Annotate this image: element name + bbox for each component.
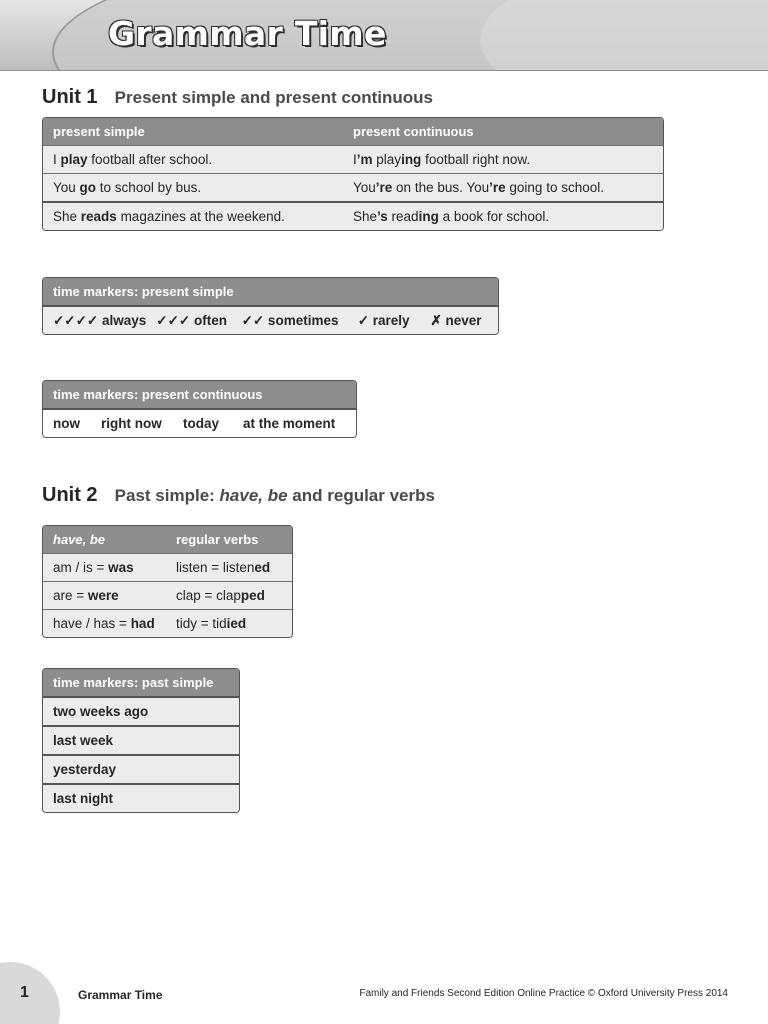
bold-segment: ’re <box>375 180 393 195</box>
bold-segment: go <box>79 180 97 195</box>
bold-segment: play <box>60 152 88 167</box>
bold-segment: ied <box>226 616 247 631</box>
marker-item: two weeks ago <box>53 704 149 719</box>
table-row <box>43 145 663 173</box>
unit1-number: Unit 1 <box>42 86 98 108</box>
footer-label: Grammar Time <box>78 988 163 1002</box>
unit1-heading <box>42 86 433 109</box>
bold-segment: ing <box>418 209 439 224</box>
table-cell: I play football after school. <box>53 152 213 167</box>
table-header <box>43 278 498 305</box>
marker-item: yesterday <box>53 762 117 777</box>
table-cell: She reads magazines at the weekend. <box>53 209 285 224</box>
bold-segment: reads <box>80 209 117 224</box>
marker-item: now <box>53 416 80 431</box>
table-row <box>43 305 498 334</box>
table-header <box>43 669 239 696</box>
table-cell: listen = listened <box>176 560 271 575</box>
table-row <box>43 581 292 609</box>
table-header <box>43 526 292 553</box>
table-row <box>43 696 239 725</box>
bold-segment: had <box>130 616 155 631</box>
marker-item: ✓ rarely <box>357 312 410 328</box>
table-cell: have / has = had <box>53 616 155 631</box>
page-number-badge <box>0 962 60 1024</box>
table-row <box>43 173 663 201</box>
column-header: have, be <box>53 532 106 547</box>
column-header: time markers: past simple <box>53 675 214 690</box>
unit2-heading <box>42 484 435 507</box>
bold-segment: ing <box>401 152 422 167</box>
bold-segment: was <box>108 560 134 575</box>
marker-item: at the moment <box>243 416 336 431</box>
table-row <box>43 553 292 581</box>
table-row <box>43 754 239 783</box>
table-cell: You’re on the bus. You’re going to school. <box>353 180 604 195</box>
table-cell: clap = clapped <box>176 588 265 603</box>
table-row <box>43 201 663 230</box>
marker-item: ✓✓✓ often <box>156 312 227 328</box>
bold-segment: ’re <box>489 180 506 195</box>
marker-item: last week <box>53 733 114 748</box>
page-number: 1 <box>20 984 29 1001</box>
marker-item: ✓✓✓✓ always <box>53 312 147 328</box>
marker-item: today <box>183 416 220 431</box>
markers-present-continuous-table <box>42 380 357 438</box>
unit1-title: Present simple and present continuous <box>114 88 433 107</box>
table-row <box>43 783 239 812</box>
table-row <box>43 725 239 754</box>
footer-copyright: Family and Friends Second Edition Online Practice © Oxford University Press 2014 <box>359 988 728 999</box>
marker-item: ✓✓ sometimes <box>241 312 339 328</box>
unit2-number: Unit 2 <box>42 484 98 506</box>
column-header: time markers: present continuous <box>53 387 263 402</box>
table-cell: I’m playing football right now. <box>353 152 531 167</box>
column-header: present continuous <box>353 124 474 139</box>
page-title: Grammar Time <box>108 14 387 53</box>
marker-item: last night <box>53 791 113 806</box>
table-cell: are = were <box>53 588 119 603</box>
marker-item: ✗ never <box>430 312 482 328</box>
header-banner <box>0 0 768 71</box>
table-row <box>43 408 356 437</box>
table-cell: tidy = tidied <box>176 616 247 631</box>
table-header <box>43 118 663 145</box>
unit1-grammar-table <box>42 117 664 231</box>
bold-segment: ’s <box>377 209 388 224</box>
marker-item: right now <box>101 416 162 431</box>
table-header <box>43 381 356 408</box>
bold-segment: were <box>87 588 119 603</box>
unit2-grammar-table <box>42 525 293 638</box>
table-cell: am / is = was <box>53 560 134 575</box>
table-cell: You go to school by bus. <box>53 180 202 195</box>
table-cell: She’s reading a book for school. <box>353 209 550 224</box>
markers-present-simple-table <box>42 277 499 335</box>
markers-past-simple-table <box>42 668 240 813</box>
bold-segment: ped <box>240 588 265 603</box>
column-header: regular verbs <box>176 532 259 547</box>
bold-segment: ed <box>254 560 271 575</box>
column-header: time markers: present simple <box>53 284 234 299</box>
unit2-title: Past simple: have, be and regular verbs <box>114 486 435 505</box>
bold-segment: ’m <box>356 152 373 167</box>
table-row <box>43 609 292 637</box>
column-header: present simple <box>53 124 145 139</box>
